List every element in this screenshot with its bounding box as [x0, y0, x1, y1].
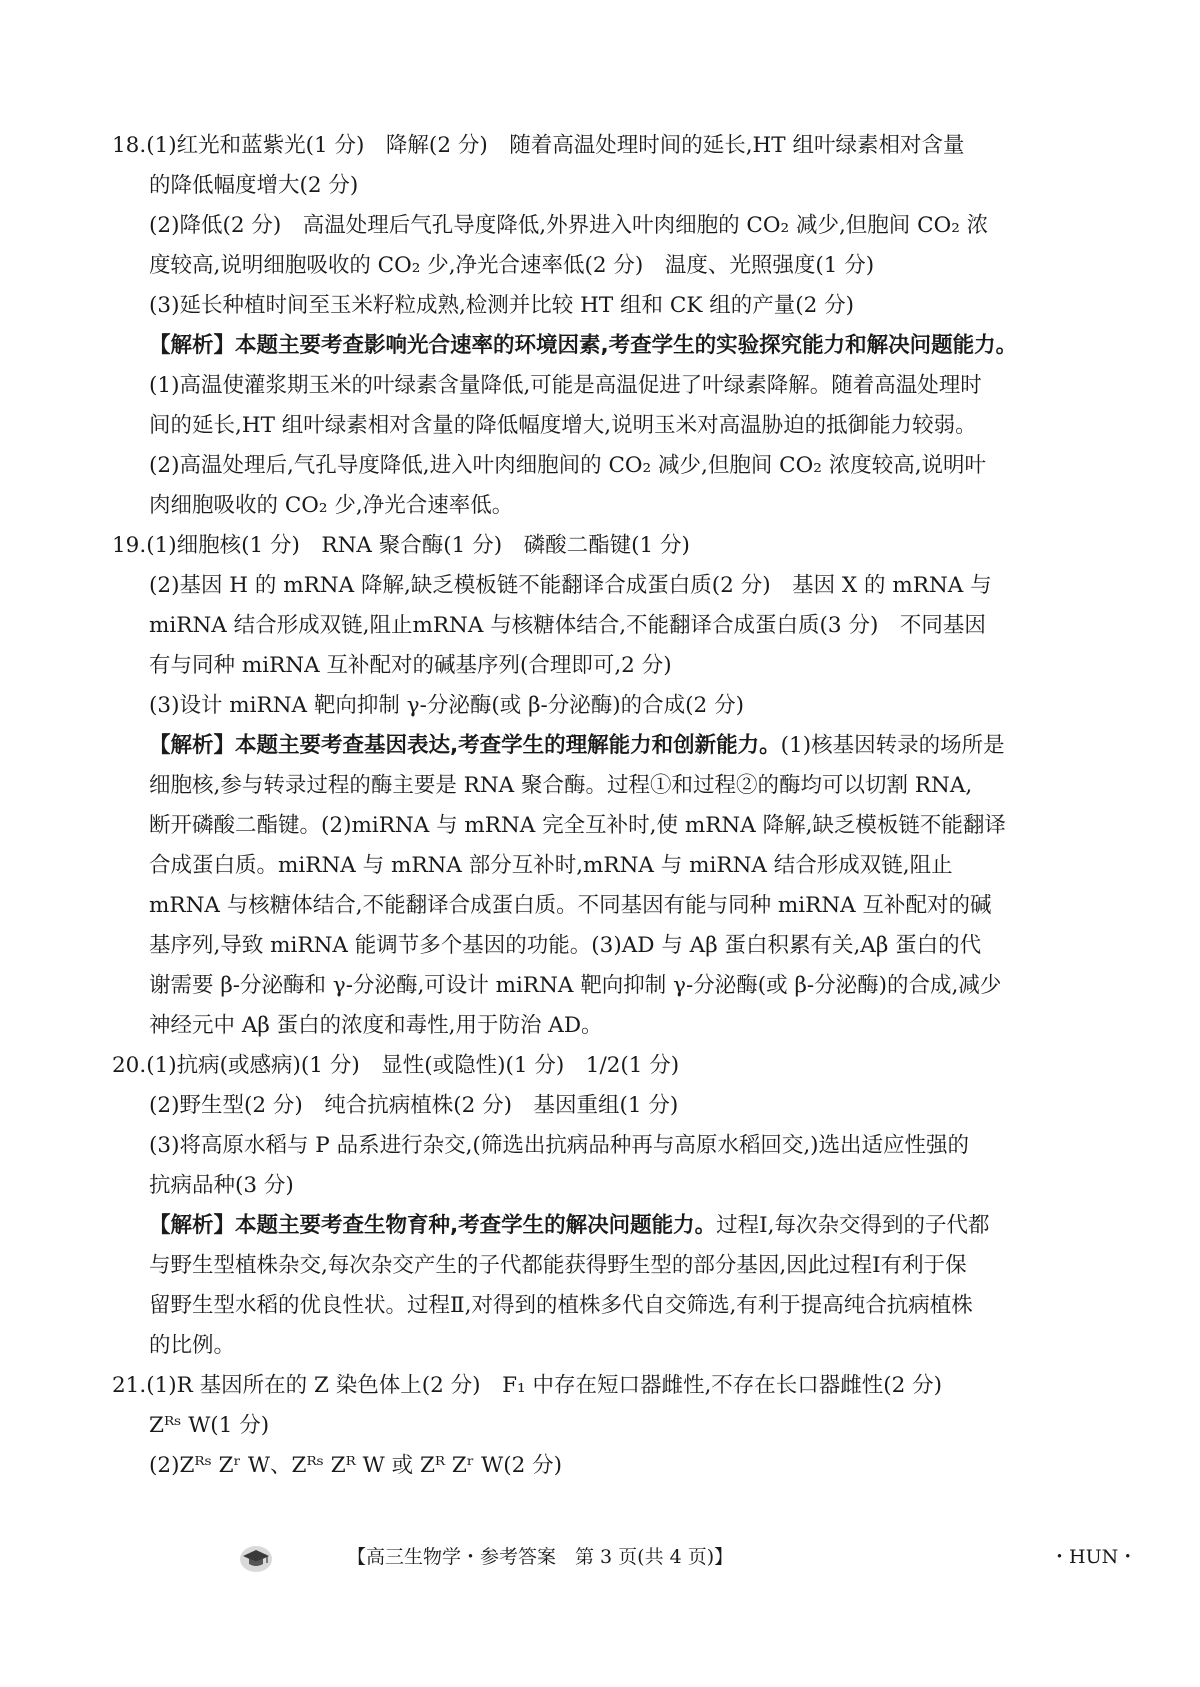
q18-part3: (3)延长种植时间至玉米籽粒成熟,检测并比较 HT 组和 CK 组的产量(2 分)	[149, 293, 855, 318]
q19-explanation-line8: 神经元中 Aβ 蛋白的浓度和毒性,用于防治 AD。	[149, 1013, 603, 1038]
q19-explanation-line1	[149, 726, 1102, 766]
q21-part1-line1: 21.(1)R 基因所在的 Z 染色体上(2 分) F₁ 中存在短口器雌性,不存在长口器雌性(2 分)	[112, 1373, 943, 1398]
q20-part1: 20.(1)抗病(或感病)(1 分) 显性(或隐性)(1 分) 1/2(1 分)	[112, 1053, 680, 1078]
q18-part1-line2: 的降低幅度增大(2 分)	[149, 173, 359, 198]
q20-part3-line2: 抗病品种(3 分)	[149, 1173, 294, 1198]
q19-part2-line2: miRNA 结合形成双链,阻止mRNA 与核糖体结合,不能翻译合成蛋白质(3 分) 不同基因	[149, 613, 986, 638]
answer-content	[112, 126, 1102, 1486]
q18-part1-line1: 18.(1)红光和蓝紫光(1 分) 降解(2 分) 随着高温处理时间的延长,HT 组叶绿素相对含量	[112, 133, 965, 158]
q19-part2-line1: (2)基因 H 的 mRNA 降解,缺乏模板链不能翻译合成蛋白质(2 分) 基因 X 的 mRNA 与	[149, 573, 992, 598]
q20-explanation-line1	[149, 1206, 1102, 1246]
page-footer	[0, 1537, 1200, 1577]
q20-explanation-line1-tail: 过程Ⅰ,每次杂交得到的子代都	[716, 1213, 990, 1238]
q18-explanation-line2: 间的延长,HT 组叶绿素相对含量的降低幅度增大,说明玉米对高温胁迫的抵御能力较弱。	[149, 413, 977, 438]
question-19	[112, 526, 1102, 1046]
question-18	[112, 126, 1102, 526]
q20-part2: (2)野生型(2 分) 纯合抗病植株(2 分) 基因重组(1 分)	[149, 1093, 679, 1118]
q19-explanation-line2: 细胞核,参与转录过程的酶主要是 RNA 聚合酶。过程①和过程②的酶均可以切割 RNA,	[149, 773, 973, 798]
q19-part1: 19.(1)细胞核(1 分) RNA 聚合酶(1 分) 磷酸二酯键(1 分)	[112, 533, 690, 558]
q20-explanation-line4: 的比例。	[149, 1333, 236, 1358]
q19-explanation-heading: 【解析】本题主要考查基因表达,考查学生的理解能力和创新能力。	[149, 733, 781, 758]
q19-explanation-line3: 断开磷酸二酯键。(2)miRNA 与 mRNA 完全互补时,使 mRNA 降解,缺乏模板链不能翻译	[149, 813, 1006, 838]
q19-explanation-line7: 谢需要 β-分泌酶和 γ-分泌酶,可设计 miRNA 靶向抑制 γ-分泌酶(或 β-分泌酶)的合成,减少	[149, 973, 1002, 998]
q18-part2-line2: 度较高,说明细胞吸收的 CO₂ 少,净光合速率低(2 分) 温度、光照强度(1 分)	[149, 253, 875, 278]
q18-explanation-heading: 【解析】本题主要考查影响光合速率的环境因素,考查学生的实验探究能力和解决问题能力。	[149, 333, 1018, 358]
question-21	[112, 1366, 1102, 1486]
q20-explanation-heading: 【解析】本题主要考查生物育种,考查学生的解决问题能力。	[149, 1213, 717, 1238]
q19-explanation-line6: 基序列,导致 miRNA 能调节多个基因的功能。(3)AD 与 Aβ 蛋白积累有关,Aβ 蛋白的代	[149, 933, 982, 958]
q19-explanation-line5: mRNA 与核糖体结合,不能翻译合成蛋白质。不同基因有能与同种 miRNA 互补配对的碱	[149, 893, 992, 918]
footer-region-code: ・HUN・	[1050, 1546, 1138, 1568]
q20-part3-line1: (3)将高原水稻与 P 品系进行杂交,(筛选出抗病品种再与高原水稻回交,)选出适应性强的	[149, 1133, 970, 1158]
footer-title: 【高三生物学・参考答案 第 3 页(共 4 页)】	[347, 1546, 734, 1568]
q19-explanation-line4: 合成蛋白质。miRNA 与 mRNA 部分互补时,mRNA 与 miRNA 结合形成双链,阻止	[149, 853, 953, 878]
q18-part2-line1: (2)降低(2 分) 高温处理后气孔导度降低,外界进入叶肉细胞的 CO₂ 减少,但胞间 CO₂ 浓	[149, 213, 989, 238]
q19-part3: (3)设计 miRNA 靶向抑制 γ-分泌酶(或 β-分泌酶)的合成(2 分)	[149, 693, 744, 718]
q18-explanation-line4: 肉细胞吸收的 CO₂ 少,净光合速率低。	[149, 493, 514, 518]
q19-part2-line3: 有与同种 miRNA 互补配对的碱基序列(合理即可,2 分)	[149, 653, 672, 678]
q18-explanation-line1: (1)高温使灌浆期玉米的叶绿素含量降低,可能是高温促进了叶绿素降解。随着高温处理时	[149, 373, 982, 398]
q19-explanation-line1-tail: (1)核基因转录的场所是	[780, 733, 1005, 758]
graduation-cap-icon	[239, 1543, 273, 1573]
q21-part2: (2)Zᴿˢ Zʳ W、Zᴿˢ Zᴿ W 或 Zᴿ Zʳ W(2 分)	[149, 1453, 563, 1478]
q20-explanation-line3: 留野生型水稻的优良性状。过程Ⅱ,对得到的植株多代自交筛选,有利于提高纯合抗病植株	[149, 1293, 973, 1318]
q20-explanation-line2: 与野生型植株杂交,每次杂交产生的子代都能获得野生型的部分基因,因此过程Ⅰ有利于保	[149, 1253, 967, 1278]
q21-part1-line2: Zᴿˢ W(1 分)	[149, 1413, 270, 1438]
question-20	[112, 1046, 1102, 1366]
q18-explanation-line3: (2)高温处理后,气孔导度降低,进入叶肉细胞间的 CO₂ 减少,但胞间 CO₂ 浓度较高,说明叶	[149, 453, 987, 478]
